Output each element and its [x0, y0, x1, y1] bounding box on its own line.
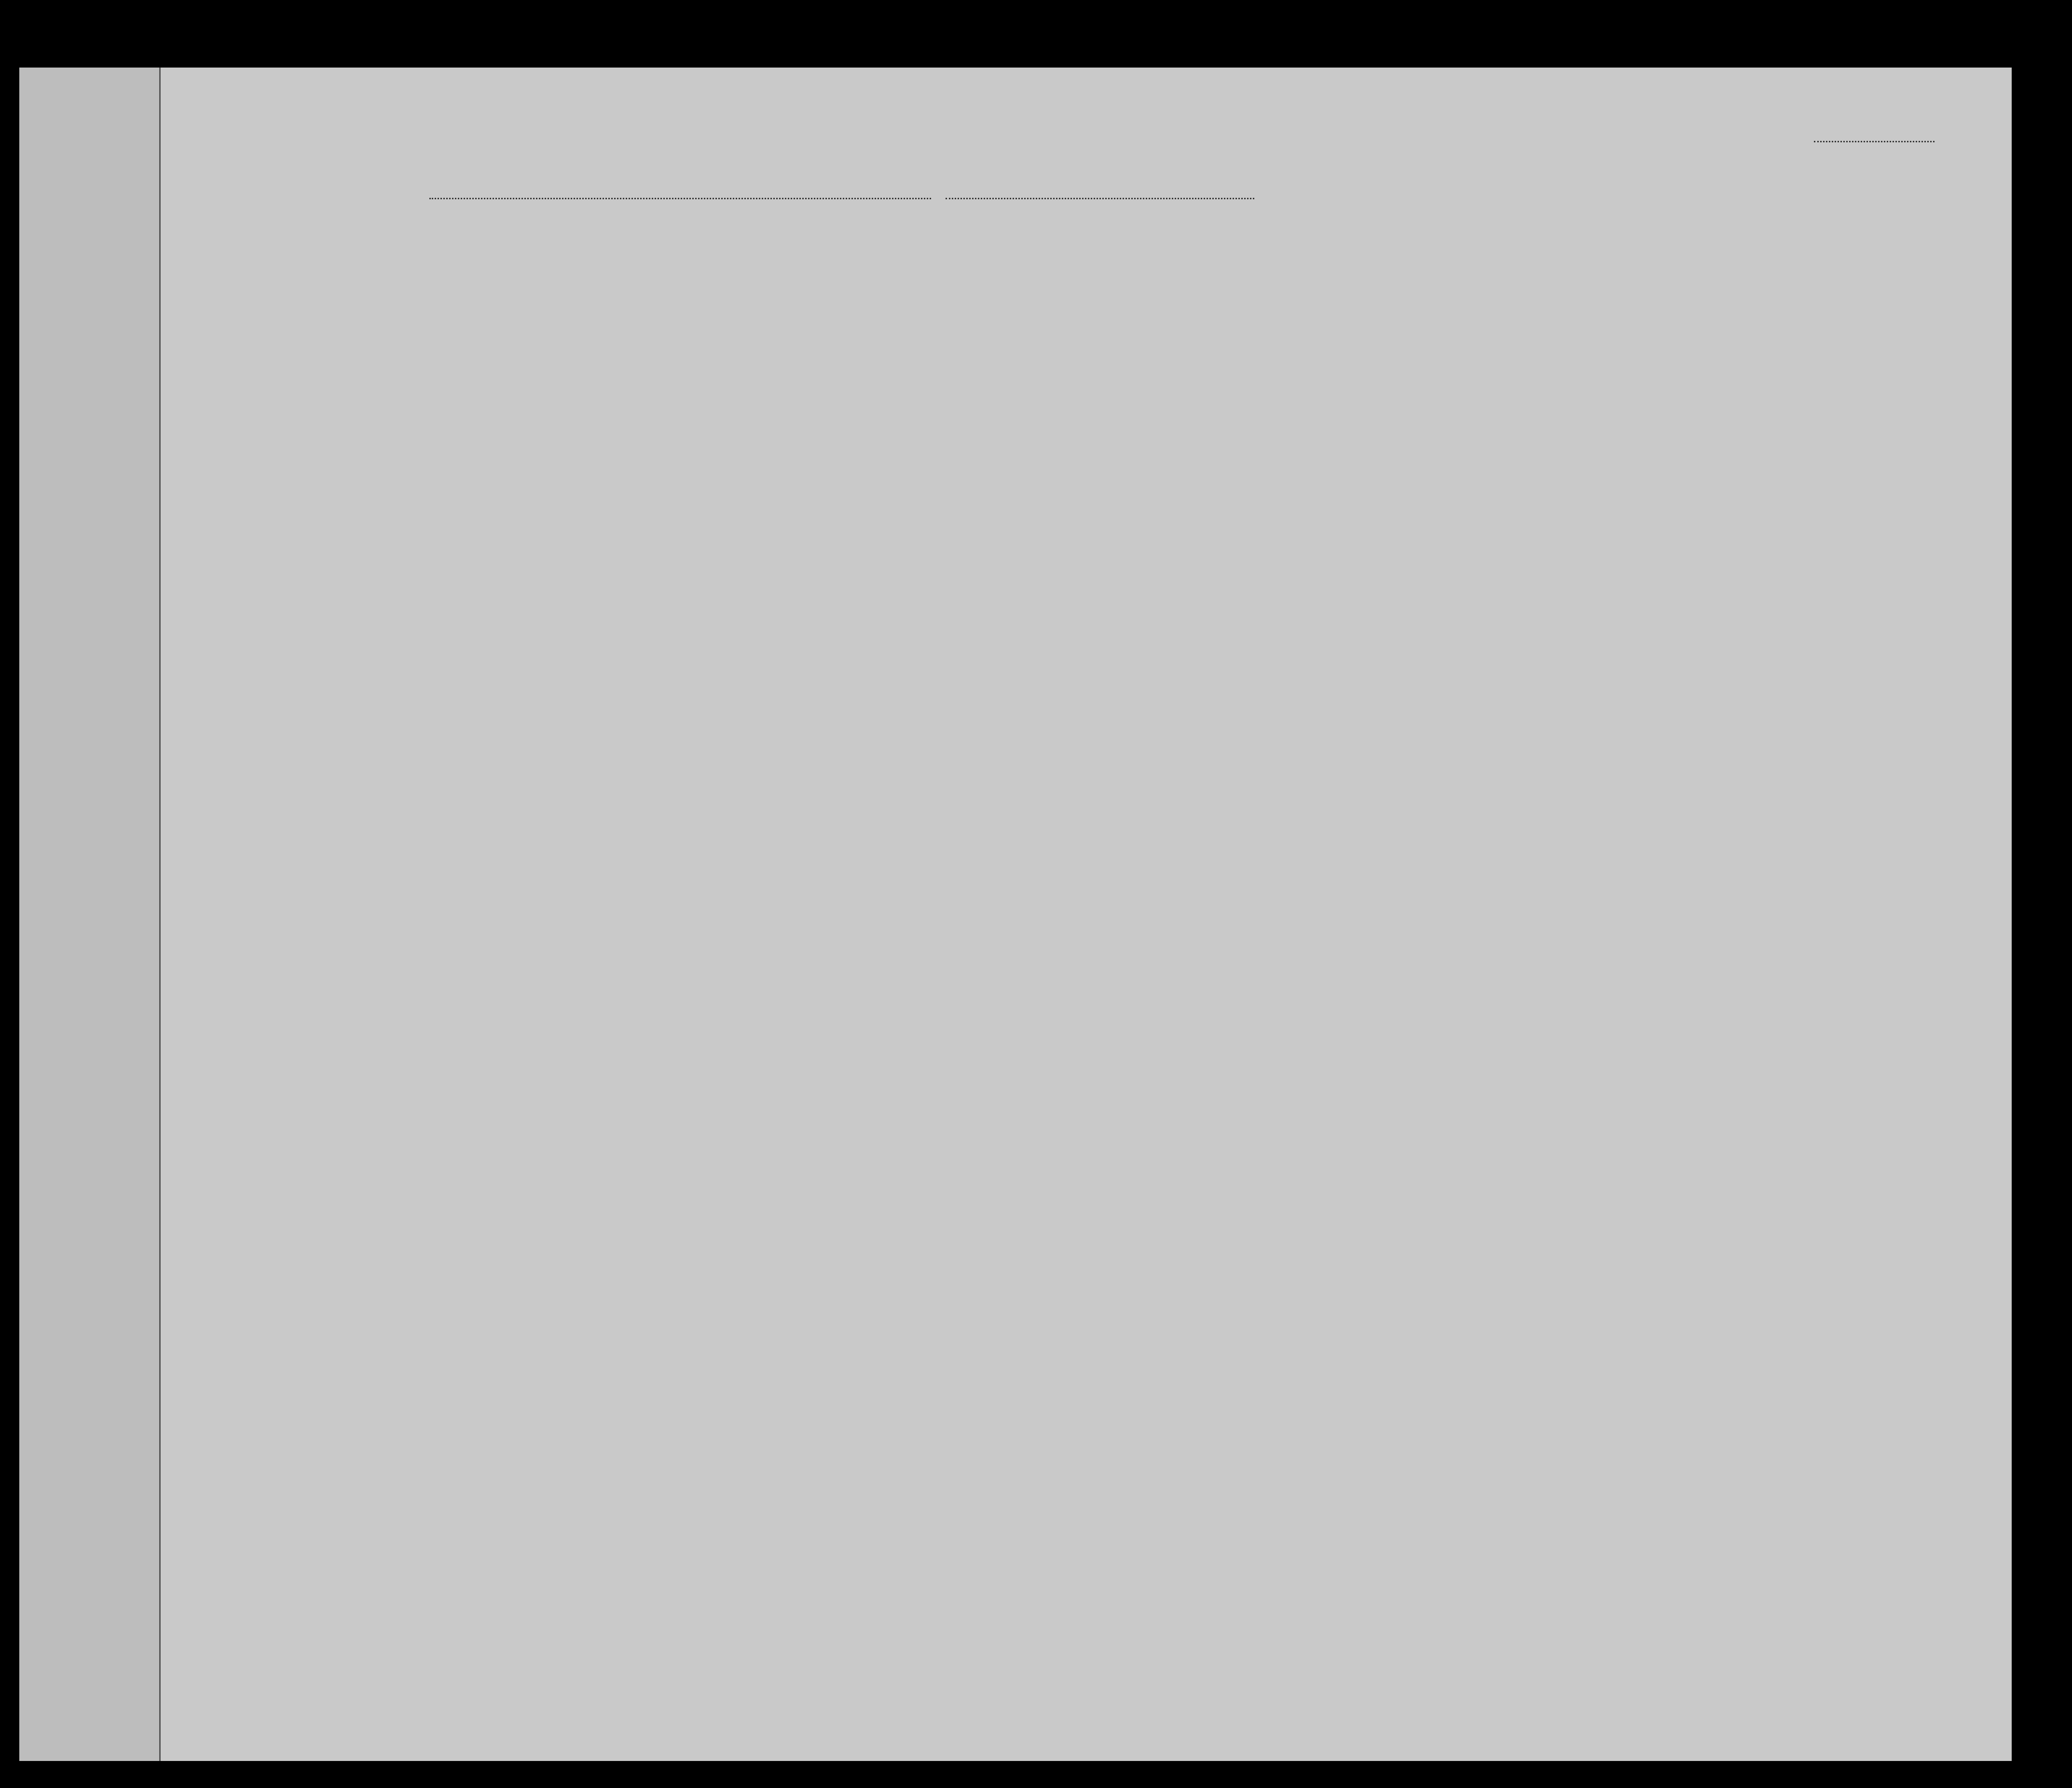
port-underline — [429, 197, 931, 199]
date-underline — [946, 197, 1254, 199]
list-underline — [1814, 140, 1935, 142]
